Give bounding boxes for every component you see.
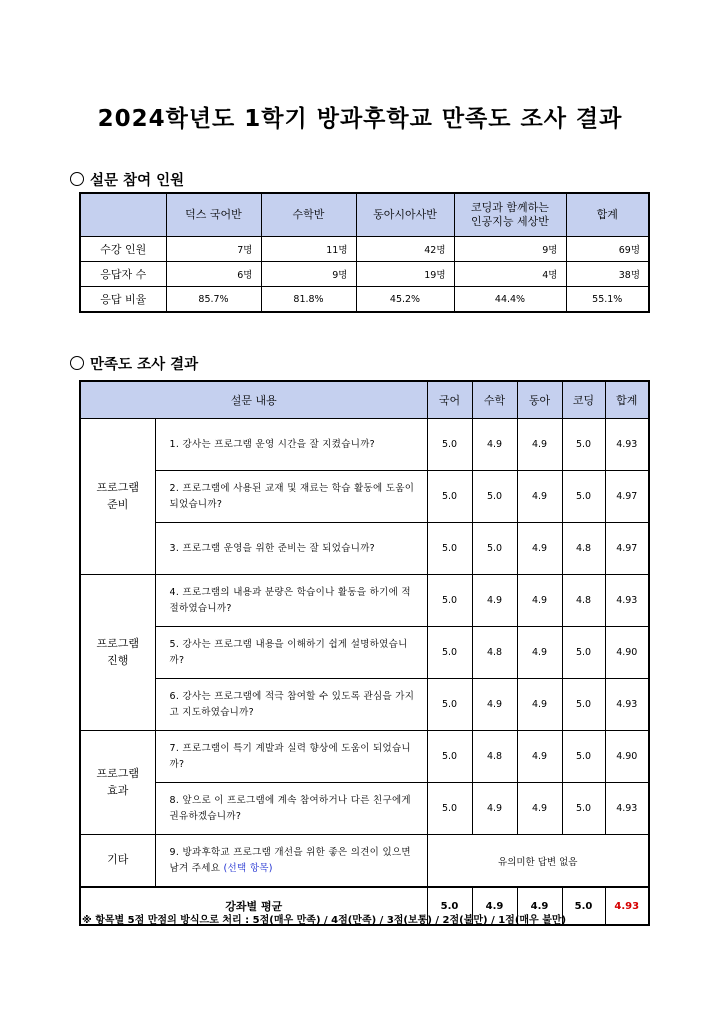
- cell-value: 9명: [261, 262, 356, 287]
- row-label: 응답자 수: [80, 262, 166, 287]
- average-total-cell: 4.93: [605, 887, 649, 925]
- table-row: [80, 262, 649, 287]
- score-cell: 4.8: [472, 731, 517, 783]
- score-cell: 4.9: [517, 627, 562, 679]
- header-korean: 국어: [427, 381, 472, 419]
- header-blank: [80, 193, 166, 237]
- score-cell: 4.8: [472, 627, 517, 679]
- row-label: 수강 인원: [80, 237, 166, 262]
- optional-tag: (선택 항목): [223, 862, 273, 874]
- cell-value: 55.1%: [566, 287, 649, 313]
- header-math: 수학반: [261, 193, 356, 237]
- table-row: [80, 575, 649, 627]
- score-cell: 4.9: [472, 783, 517, 835]
- cell-value: 69명: [566, 237, 649, 262]
- category-cell: 프로그램 효과: [80, 731, 155, 835]
- score-cell: 4.9: [517, 419, 562, 471]
- score-cell: 5.0: [427, 679, 472, 731]
- score-cell: 5.0: [427, 419, 472, 471]
- score-cell: 4.9: [517, 471, 562, 523]
- score-cell: 4.9: [472, 679, 517, 731]
- table-row: [80, 471, 649, 523]
- score-cell: 5.0: [562, 783, 605, 835]
- scoring-note: ※ 항목별 5점 만점의 방식으로 처리 : 5점(매우 만족) / 4점(만족) / 3점(보통) / 2점(불만) / 1점(매우 불만): [82, 915, 567, 926]
- cell-value: 44.4%: [454, 287, 566, 313]
- header-east-asia: 동아시아사반: [356, 193, 454, 237]
- score-cell: 4.90: [605, 627, 649, 679]
- header-coding: 코딩: [562, 381, 605, 419]
- table-row: [80, 783, 649, 835]
- circle-bullet-icon: [70, 356, 84, 370]
- cell-value: 9명: [454, 237, 566, 262]
- section-participants-heading: [70, 169, 184, 190]
- score-cell: 4.93: [605, 419, 649, 471]
- score-cell: 4.90: [605, 731, 649, 783]
- question-cell: 6. 강사는 프로그램에 적극 참여할 수 있도록 관심을 가지고 지도하였습니까?: [155, 679, 427, 731]
- score-cell: 4.9: [517, 679, 562, 731]
- score-cell: 4.93: [605, 783, 649, 835]
- score-cell: 4.9: [517, 783, 562, 835]
- table-row: [80, 835, 649, 888]
- cell-value: 81.8%: [261, 287, 356, 313]
- question-cell: 2. 프로그램에 사용된 교재 및 재료는 학습 활동에 도움이 되었습니까?: [155, 471, 427, 523]
- question-cell: 3. 프로그램 운영을 위한 준비는 잘 되었습니까?: [155, 523, 427, 575]
- average-cell: 5.0: [562, 887, 605, 925]
- score-cell: 4.97: [605, 523, 649, 575]
- cell-value: 11명: [261, 237, 356, 262]
- header-total: 합계: [566, 193, 649, 237]
- score-cell: 4.93: [605, 679, 649, 731]
- cell-value: 85.7%: [166, 287, 261, 313]
- score-cell: 4.8: [562, 523, 605, 575]
- average-label: 강좌별 평균: [80, 887, 427, 925]
- header-east-asia: 동아: [517, 381, 562, 419]
- score-cell: 4.97: [605, 471, 649, 523]
- score-cell: 5.0: [427, 523, 472, 575]
- score-cell: 5.0: [427, 471, 472, 523]
- header-coding: 코딩과 함께하는 인공지능 세상반: [454, 193, 566, 237]
- header-math: 수학: [472, 381, 517, 419]
- satisfaction-table: [79, 380, 650, 926]
- score-cell: 5.0: [427, 627, 472, 679]
- question-cell: 8. 앞으로 이 프로그램에 계속 참여하거나 다른 친구에게 권유하겠습니까?: [155, 783, 427, 835]
- section-title: 설문 참여 인원: [90, 173, 185, 189]
- circle-bullet-icon: [70, 172, 84, 186]
- header-survey-content: 설문 내용: [80, 381, 427, 419]
- average-cell: 4.9: [472, 887, 517, 925]
- category-cell: 프로그램 준비: [80, 419, 155, 575]
- question-text: 9. 방과후학교 프로그램 개선을 위한 좋은 의견이 있으면 남겨 주세요: [169, 846, 411, 874]
- score-cell: 5.0: [562, 627, 605, 679]
- question-cell: 7. 프로그램이 특기 계발과 실력 향상에 도움이 되었습니까?: [155, 731, 427, 783]
- score-cell: 4.9: [517, 523, 562, 575]
- category-cell: 기타: [80, 835, 155, 888]
- average-cell: 4.9: [517, 887, 562, 925]
- table-row: [80, 287, 649, 313]
- participants-table: [79, 192, 650, 313]
- question-cell: 1. 강사는 프로그램 운영 시간을 잘 지켰습니까?: [155, 419, 427, 471]
- cell-value: 4명: [454, 262, 566, 287]
- cell-value: 42명: [356, 237, 454, 262]
- header-total: 합계: [605, 381, 649, 419]
- score-cell: 4.9: [472, 419, 517, 471]
- score-cell: 5.0: [562, 679, 605, 731]
- question-cell: 4. 프로그램의 내용과 분량은 학습이나 활동을 하기에 적절하였습니까?: [155, 575, 427, 627]
- score-cell: 5.0: [427, 731, 472, 783]
- header-korean: 덕스 국어반: [166, 193, 261, 237]
- table-row: [80, 627, 649, 679]
- row-label: 응답 비율: [80, 287, 166, 313]
- cell-value: 19명: [356, 262, 454, 287]
- score-cell: 5.0: [562, 419, 605, 471]
- score-cell: 5.0: [562, 731, 605, 783]
- cell-value: 45.2%: [356, 287, 454, 313]
- cell-value: 7명: [166, 237, 261, 262]
- cell-value: 6명: [166, 262, 261, 287]
- average-cell: 5.0: [427, 887, 472, 925]
- question-cell: [155, 835, 427, 888]
- table-row: [80, 523, 649, 575]
- score-cell: 4.93: [605, 575, 649, 627]
- question-cell: 5. 강사는 프로그램 내용을 이해하기 쉽게 설명하였습니까?: [155, 627, 427, 679]
- section-satisfaction-heading: [70, 353, 198, 374]
- answer-cell: 유의미한 답변 없음: [427, 835, 649, 888]
- table-row: [80, 419, 649, 471]
- score-cell: 5.0: [472, 471, 517, 523]
- page-title: 2024학년도 1학기 방과후학교 만족도 조사 결과: [97, 106, 623, 132]
- table-row: [80, 679, 649, 731]
- score-cell: 5.0: [562, 471, 605, 523]
- score-cell: 5.0: [427, 575, 472, 627]
- score-cell: 4.9: [517, 575, 562, 627]
- score-cell: 5.0: [427, 783, 472, 835]
- table-row: [80, 731, 649, 783]
- score-cell: 4.9: [517, 731, 562, 783]
- category-cell: 프로그램 진행: [80, 575, 155, 731]
- cell-value: 38명: [566, 262, 649, 287]
- section-title: 만족도 조사 결과: [90, 357, 199, 373]
- table-row: [80, 237, 649, 262]
- score-cell: 5.0: [472, 523, 517, 575]
- score-cell: 4.9: [472, 575, 517, 627]
- score-cell: 4.8: [562, 575, 605, 627]
